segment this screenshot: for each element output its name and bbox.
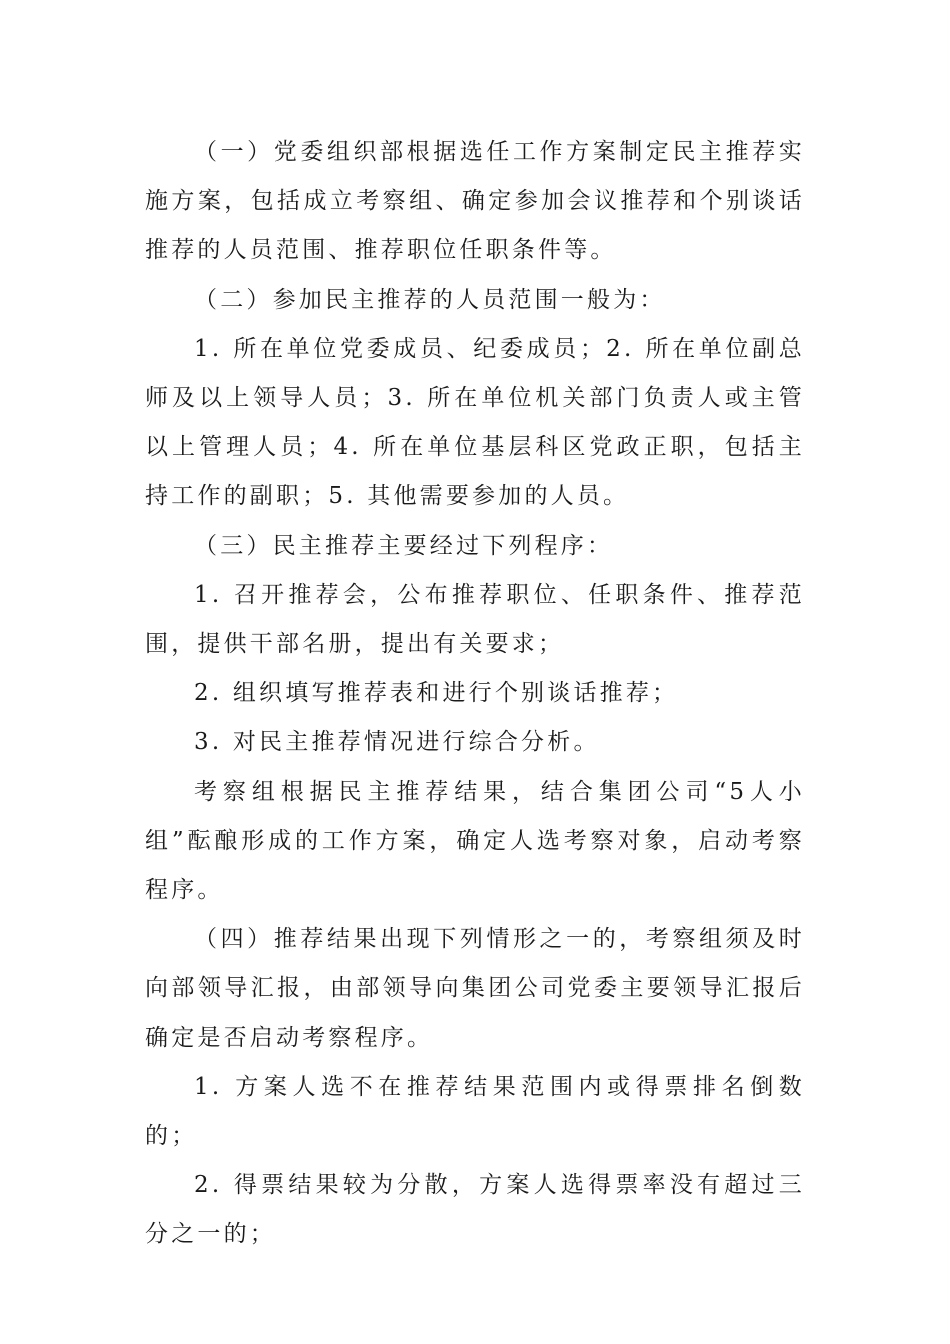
- paragraph-procedure-step-2: 2. 组织填写推荐表和进行个别谈话推荐；: [194, 680, 679, 707]
- paragraph-inspection-group-decision: 考察组根据民主推荐结果，结合集团公司“5人小组”酝酿形成的工作方案，确定人选考察对象，启动考察程序。: [145, 778, 805, 904]
- paragraph-participant-list: 1. 所在单位党委成员、纪委成员；2. 所在单位副总师及以上领导人员；3. 所在单位机关部门负责人或主管以上管理人员；4. 所在单位基层科区党政正职，包括主持工作的副职；5. 其他需要参加的人员。: [145, 335, 805, 510]
- paragraph-procedure-step-1: 1. 召开推荐会，公布推荐职位、任职条件、推荐范围，提供干部名册，提出有关要求；: [145, 581, 805, 658]
- document-body: [145, 128, 805, 1260]
- paragraph-procedure-heading: （三）民主推荐主要经过下列程序：: [194, 532, 614, 559]
- paragraph-participant-scope-heading: （二）参加民主推荐的人员范围一般为：: [194, 286, 666, 313]
- paragraph-report-conditions-heading: （四）推荐结果出现下列情形之一的，考察组须及时向部领导汇报，由部领导向集团公司党委主要领导汇报后确定是否启动考察程序。: [145, 926, 805, 1051]
- paragraph-recommendation-plan: （一）党委组织部根据选任工作方案制定民主推荐实施方案，包括成立考察组、确定参加会议推荐和个别谈话推荐的人员范围、推荐职位任职条件等。: [145, 139, 805, 264]
- paragraph-report-condition-1: 1. 方案人选不在推荐结果范围内或得票排名倒数的；: [145, 1073, 805, 1150]
- paragraph-procedure-step-3: 3. 对民主推荐情况进行综合分析。: [194, 729, 600, 756]
- paragraph-report-condition-2: 2. 得票结果较为分散，方案人选得票率没有超过三分之一的；: [145, 1172, 805, 1248]
